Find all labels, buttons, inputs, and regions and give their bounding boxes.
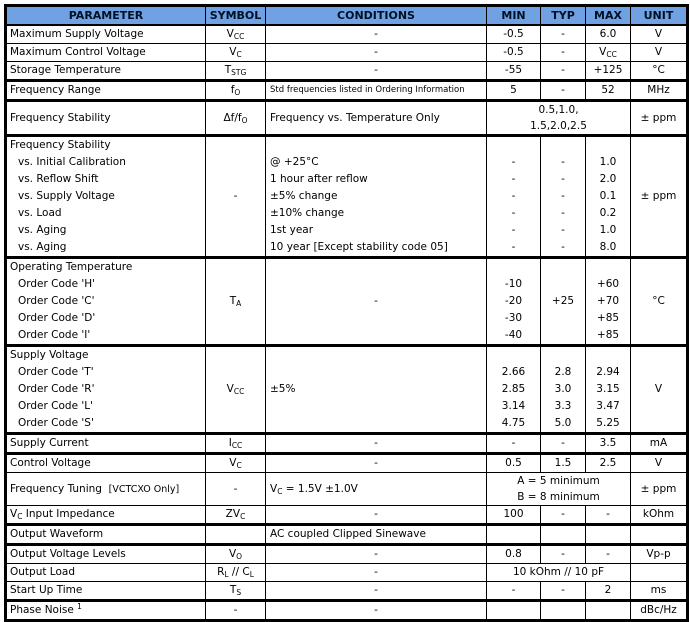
block-heading: Supply Voltage bbox=[10, 349, 89, 361]
max-cell: - bbox=[586, 506, 631, 525]
block-item-label: Order Code 'I' bbox=[18, 329, 91, 341]
typ-cell: - bbox=[541, 545, 586, 564]
conditions-cell: - bbox=[266, 506, 487, 525]
unit-cell: Vp-p bbox=[631, 545, 688, 564]
row-phase-noise bbox=[6, 601, 688, 621]
conditions-cell: - bbox=[266, 454, 487, 473]
conditions-cell: - bbox=[266, 434, 487, 454]
param-cell: Control Voltage bbox=[6, 454, 206, 473]
unit-cell: kOhm bbox=[631, 506, 688, 525]
block-item-label: Order Code 'H' bbox=[18, 278, 96, 290]
col-header-max: MAX bbox=[586, 6, 631, 26]
row-vc-input-impedance bbox=[6, 506, 688, 525]
block-item-label: Order Code 'D' bbox=[18, 312, 96, 324]
param-cell: Storage Temperature bbox=[6, 62, 206, 81]
conditions-cell: @ +25°C 1 hour after reflow ±5% change ±10% change 1st year 10 year [Except stability code 05] bbox=[266, 136, 487, 258]
param-cell: Output Load bbox=[6, 564, 206, 582]
max-cell: 52 bbox=[586, 81, 631, 101]
symbol-cell: - bbox=[206, 136, 266, 258]
unit-cell: °C bbox=[631, 62, 688, 81]
unit-cell bbox=[631, 525, 688, 545]
max-cell: $V_{CC}$ bbox=[586, 44, 631, 62]
symbol-cell: $V_O$ bbox=[206, 545, 266, 564]
block-item-label: vs. Load bbox=[18, 207, 62, 219]
conditions-cell: $V_C = 1.5V \pm 1.0V$ bbox=[266, 473, 487, 506]
conditions-cell: - bbox=[266, 25, 487, 44]
symbol-cell: $V_C$ bbox=[206, 44, 266, 62]
symbol-cell: $V_{CC}$ bbox=[206, 346, 266, 434]
block-item-label: Order Code 'L' bbox=[18, 400, 94, 412]
row-supply-voltage-block bbox=[6, 346, 688, 434]
param-cell: Maximum Control Voltage bbox=[6, 44, 206, 62]
min-cell bbox=[487, 601, 541, 621]
header-row bbox=[6, 6, 688, 26]
block-item-label: vs. Supply Voltage bbox=[18, 190, 115, 202]
row-operating-temperature-block bbox=[6, 258, 688, 346]
col-header-unit: UNIT bbox=[631, 6, 688, 26]
param-cell: $V_C$ Input Impedance bbox=[6, 506, 206, 525]
max-cell: 3.5 bbox=[586, 434, 631, 454]
unit-cell: ± ppm bbox=[631, 136, 688, 258]
conditions-cell: Std frequencies listed in Ordering Information bbox=[266, 81, 487, 101]
col-header-symbol: SYMBOL bbox=[206, 6, 266, 26]
col-header-typ: TYP bbox=[541, 6, 586, 26]
symbol-cell: $V_C$ bbox=[206, 454, 266, 473]
typ-cell: - - - - - - bbox=[541, 136, 586, 258]
conditions-cell: - bbox=[266, 564, 487, 582]
max-cell: 1.0 2.0 0.1 0.2 1.0 8.0 bbox=[586, 136, 631, 258]
max-cell: +60 +70 +85 +85 bbox=[586, 258, 631, 346]
symbol-cell: $T_S$ bbox=[206, 582, 266, 601]
block-item-label: vs. Aging bbox=[18, 224, 67, 236]
row-start-up-time bbox=[6, 582, 688, 601]
conditions-cell: Frequency vs. Temperature Only bbox=[266, 101, 487, 136]
conditions-cell: - bbox=[266, 62, 487, 81]
symbol-cell: $\Delta f/f_O$ bbox=[206, 101, 266, 136]
min-cell: -0.5 bbox=[487, 25, 541, 44]
symbol-cell: $ZV_C$ bbox=[206, 506, 266, 525]
block-item-label: Order Code 'R' bbox=[18, 383, 95, 395]
spec-table bbox=[4, 4, 689, 622]
typ-cell: - bbox=[541, 434, 586, 454]
symbol-cell bbox=[206, 525, 266, 545]
min-cell: 0.5 bbox=[487, 454, 541, 473]
conditions-cell: ±5% bbox=[266, 346, 487, 434]
conditions-cell: - bbox=[266, 44, 487, 62]
min-cell: - bbox=[487, 434, 541, 454]
param-cell: Start Up Time bbox=[6, 582, 206, 601]
typ-cell: - bbox=[541, 44, 586, 62]
col-header-conditions: CONDITIONS bbox=[266, 6, 487, 26]
min-cell: - - - - - - bbox=[487, 136, 541, 258]
max-cell: 2 bbox=[586, 582, 631, 601]
typ-cell: - bbox=[541, 506, 586, 525]
row-frequency-stability-block bbox=[6, 136, 688, 258]
min-cell: 0.8 bbox=[487, 545, 541, 564]
typ-cell: - bbox=[541, 62, 586, 81]
max-cell: - bbox=[586, 545, 631, 564]
row-supply-current bbox=[6, 434, 688, 454]
typ-cell bbox=[541, 601, 586, 621]
symbol-cell: $R_L // C_L$ bbox=[206, 564, 266, 582]
min-cell: 5 bbox=[487, 81, 541, 101]
symbol-cell: $T_{STG}$ bbox=[206, 62, 266, 81]
footnote-marker: 1 bbox=[77, 602, 82, 611]
typ-cell: - bbox=[541, 582, 586, 601]
param-cell: Output Waveform bbox=[6, 525, 206, 545]
typ-cell: 2.8 3.0 3.3 5.0 bbox=[541, 346, 586, 434]
block-heading: Operating Temperature bbox=[10, 261, 133, 273]
row-output-waveform bbox=[6, 525, 688, 545]
param-cell: Output Voltage Levels bbox=[6, 545, 206, 564]
typ-cell: 1.5 bbox=[541, 454, 586, 473]
conditions-cell: AC coupled Clipped Sinewave bbox=[266, 525, 487, 545]
min-cell bbox=[487, 525, 541, 545]
param-cell: Frequency Tuning [VCTCXO Only] bbox=[6, 473, 206, 506]
unit-cell: V bbox=[631, 25, 688, 44]
conditions-cell: - bbox=[266, 582, 487, 601]
block-item-label: Order Code 'S' bbox=[18, 417, 94, 429]
typ-cell bbox=[541, 525, 586, 545]
symbol-cell: $I_{CC}$ bbox=[206, 434, 266, 454]
unit-cell: ± ppm bbox=[631, 473, 688, 506]
min-cell: 2.66 2.85 3.14 4.75 bbox=[487, 346, 541, 434]
param-cell bbox=[6, 258, 206, 346]
unit-cell: ms bbox=[631, 582, 688, 601]
min-typ-max-span-cell: 10 kOhm // 10 pF bbox=[487, 564, 631, 582]
min-cell: 100 bbox=[487, 506, 541, 525]
param-cell: Frequency Stability bbox=[6, 101, 206, 136]
row-storage-temperature bbox=[6, 62, 688, 81]
conditions-cell: - bbox=[266, 258, 487, 346]
row-frequency-range bbox=[6, 81, 688, 101]
block-item-label: vs. Aging bbox=[18, 241, 67, 253]
symbol-cell: - bbox=[206, 601, 266, 621]
typ-cell: - bbox=[541, 81, 586, 101]
unit-cell: mA bbox=[631, 434, 688, 454]
param-cell: Frequency Range bbox=[6, 81, 206, 101]
max-cell: +125 bbox=[586, 62, 631, 81]
max-cell bbox=[586, 601, 631, 621]
conditions-cell: - bbox=[266, 601, 487, 621]
unit-cell: MHz bbox=[631, 81, 688, 101]
block-item-label: vs. Reflow Shift bbox=[18, 173, 99, 185]
row-control-voltage bbox=[6, 454, 688, 473]
unit-cell: V bbox=[631, 44, 688, 62]
max-cell: 2.5 bbox=[586, 454, 631, 473]
block-item-label: Order Code 'T' bbox=[18, 366, 94, 378]
unit-cell: °C bbox=[631, 258, 688, 346]
max-cell: 6.0 bbox=[586, 25, 631, 44]
block-item-label: vs. Initial Calibration bbox=[18, 156, 126, 168]
symbol-cell: - bbox=[206, 473, 266, 506]
col-header-parameter: PARAMETER bbox=[6, 6, 206, 26]
symbol-cell: $V_{CC}$ bbox=[206, 25, 266, 44]
param-cell: Supply Current bbox=[6, 434, 206, 454]
param-cell bbox=[6, 346, 206, 434]
unit-cell: ± ppm bbox=[631, 101, 688, 136]
row-output-voltage-levels bbox=[6, 545, 688, 564]
conditions-cell: - bbox=[266, 545, 487, 564]
min-typ-max-span-cell: 0.5,1.0, 1.5,2.0,2.5 bbox=[487, 101, 631, 136]
param-cell bbox=[6, 136, 206, 258]
row-output-load bbox=[6, 564, 688, 582]
row-frequency-tuning bbox=[6, 473, 688, 506]
col-header-min: MIN bbox=[487, 6, 541, 26]
unit-cell: V bbox=[631, 346, 688, 434]
min-cell: -10 -20 -30 -40 bbox=[487, 258, 541, 346]
row-maximum-supply-voltage bbox=[6, 25, 688, 44]
param-cell: Phase Noise $^1$ bbox=[6, 601, 206, 621]
block-heading: Frequency Stability bbox=[10, 139, 111, 151]
min-cell: - bbox=[487, 582, 541, 601]
typ-cell: +25 bbox=[541, 258, 586, 346]
min-cell: -0.5 bbox=[487, 44, 541, 62]
row-maximum-control-voltage bbox=[6, 44, 688, 62]
symbol-cell: $T_A$ bbox=[206, 258, 266, 346]
max-cell: 2.94 3.15 3.47 5.25 bbox=[586, 346, 631, 434]
typ-cell: - bbox=[541, 25, 586, 44]
unit-cell: dBc/Hz bbox=[631, 601, 688, 621]
symbol-cell: $f_O$ bbox=[206, 81, 266, 101]
unit-cell bbox=[631, 564, 688, 582]
param-note: [VCTCXO Only] bbox=[108, 483, 180, 495]
min-cell: -55 bbox=[487, 62, 541, 81]
row-frequency-stability bbox=[6, 101, 688, 136]
max-cell bbox=[586, 525, 631, 545]
param-cell: Maximum Supply Voltage bbox=[6, 25, 206, 44]
min-typ-max-span-cell: A = 5 minimum B = 8 minimum bbox=[487, 473, 631, 506]
unit-cell: V bbox=[631, 454, 688, 473]
block-item-label: Order Code 'C' bbox=[18, 295, 95, 307]
